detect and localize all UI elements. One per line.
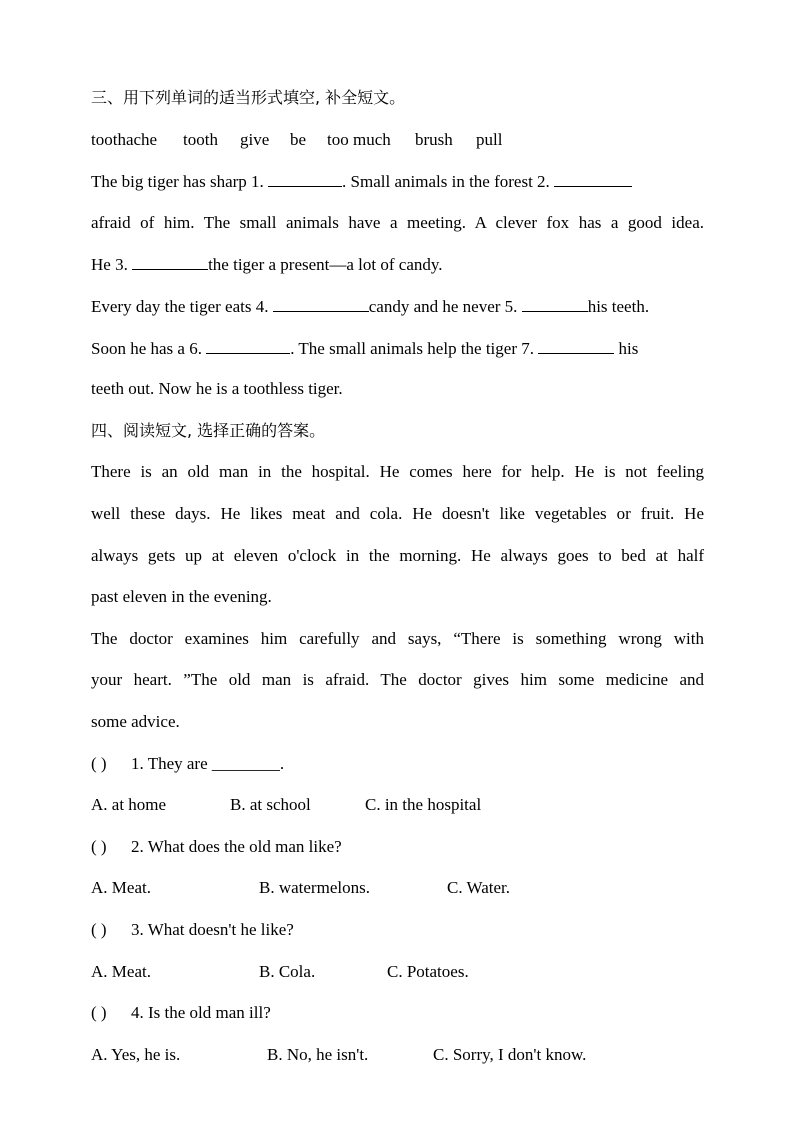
word-bank-item: give <box>240 130 270 149</box>
option-a[interactable]: A. Yes, he is. <box>91 1045 181 1064</box>
blank-2[interactable] <box>554 169 632 187</box>
blank-3[interactable] <box>132 252 208 270</box>
word-bank-item: brush <box>415 130 453 149</box>
word-bank-item: toothache <box>91 130 158 149</box>
option-c[interactable]: C. Sorry, I don't know. <box>433 1045 587 1064</box>
option-c[interactable]: C. Potatoes. <box>387 962 469 981</box>
question-2 <box>91 835 704 859</box>
option-a[interactable]: A. Meat. <box>91 878 151 897</box>
passage-line: He 3. the tiger a present—a lot of candy. <box>91 252 704 276</box>
reading-line: past eleven in the evening. <box>91 587 272 606</box>
reading-line: always gets up at eleven o'clock in the morning. He always goes to bed at half <box>91 546 704 565</box>
blank-7[interactable] <box>538 336 614 354</box>
question-1-options <box>91 793 704 817</box>
word-bank <box>91 128 704 152</box>
question-text: 3. What doesn't he like? <box>131 920 294 939</box>
question-text: 2. What does the old man like? <box>131 837 342 856</box>
passage-line: teeth out. Now he is a toothless tiger. <box>91 379 343 398</box>
option-b[interactable]: B. watermelons. <box>259 878 370 897</box>
section3-heading: 三、用下列单词的适当形式填空, 补全短文。 <box>91 88 406 107</box>
reading-line: There is an old man in the hospital. He comes here for help. He is not feeling <box>91 462 704 481</box>
passage-line: Every day the tiger eats 4. candy and he never 5. his teeth. <box>91 294 704 318</box>
section4-heading: 四、阅读短文, 选择正确的答案。 <box>91 421 326 440</box>
passage-line: The big tiger has sharp 1. . Small animals in the forest 2. <box>91 169 704 193</box>
question-4-options <box>91 1043 704 1067</box>
question-1 <box>91 752 704 776</box>
word-bank-item: tooth <box>183 130 218 149</box>
passage-line: Soon he has a 6. . The small animals help the tiger 7. his <box>91 336 704 360</box>
option-b[interactable]: B. Cola. <box>259 962 316 981</box>
option-a[interactable]: A. at home <box>91 795 167 814</box>
option-c[interactable]: C. in the hospital <box>365 795 482 814</box>
reading-line: The doctor examines him carefully and says, “There is something wrong with <box>91 629 704 648</box>
reading-line: some advice. <box>91 712 180 731</box>
question-3-options <box>91 960 704 984</box>
question-text: 1. They are ________. <box>131 754 285 773</box>
option-c[interactable]: C. Water. <box>447 878 511 897</box>
option-b[interactable]: B. at school <box>230 795 311 814</box>
blank-1[interactable] <box>268 169 342 187</box>
reading-line: well these days. He likes meat and cola. He doesn't like vegetables or fruit. He <box>91 504 704 523</box>
blank-4[interactable] <box>273 294 369 312</box>
option-a[interactable]: A. Meat. <box>91 962 151 981</box>
question-3 <box>91 918 704 942</box>
word-bank-item: be <box>290 130 307 149</box>
question-2-options <box>91 876 704 900</box>
blank-5[interactable] <box>522 294 588 312</box>
option-b[interactable]: B. No, he isn't. <box>267 1045 369 1064</box>
question-4 <box>91 1001 704 1025</box>
answer-paren-2[interactable]: ( ) <box>91 837 107 856</box>
word-bank-item: pull <box>476 130 503 149</box>
reading-line: your heart. ”The old man is afraid. The doctor gives him some medicine and <box>91 670 704 689</box>
question-text: 4. Is the old man ill? <box>131 1003 271 1022</box>
word-bank-item: too much <box>327 130 391 149</box>
answer-paren-4[interactable]: ( ) <box>91 1003 107 1022</box>
blank-6[interactable] <box>206 336 290 354</box>
answer-paren-1[interactable]: ( ) <box>91 754 107 773</box>
answer-paren-3[interactable]: ( ) <box>91 920 107 939</box>
passage-line: afraid of him. The small animals have a meeting. A clever fox has a good idea. <box>91 213 704 232</box>
